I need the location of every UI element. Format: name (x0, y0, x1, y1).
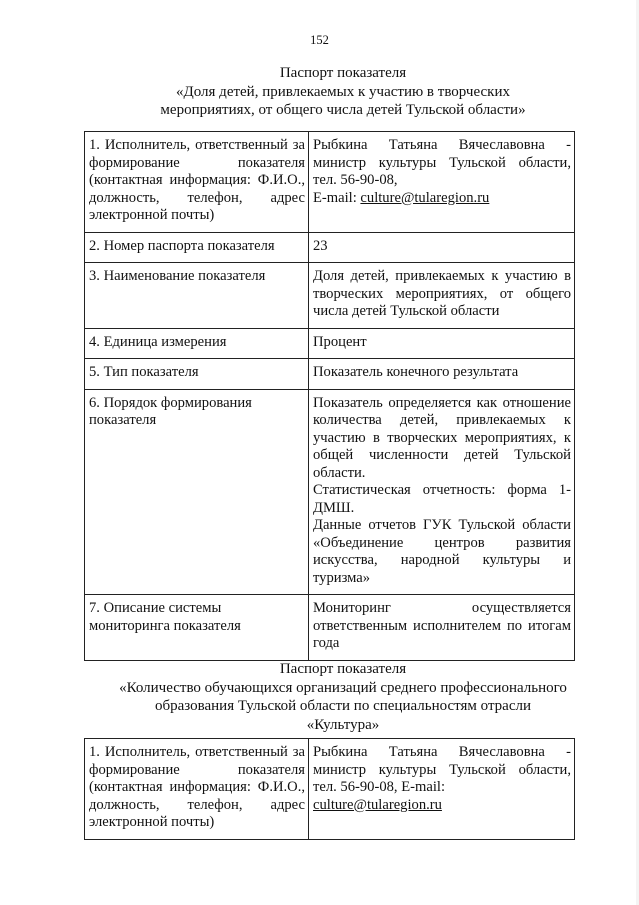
row-label: 4. Единица измерения (85, 328, 309, 359)
passport-title (78, 660, 608, 734)
row-label: 1. Исполнитель, ответственный за формирование показателя (контактная информация: Ф.И.О., должность, телефон, адрес электронной почты) (85, 132, 309, 233)
row-value (309, 739, 575, 840)
table-row (85, 389, 575, 595)
table-row (85, 328, 575, 359)
page-number: 152 (310, 33, 329, 47)
email-link[interactable]: culture@tularegion.ru (313, 796, 442, 813)
row-value: 23 (309, 232, 575, 263)
paragraph: Показатель определяется как отношение количества детей, привлекаемых к участию в творческих мероприятиях, к общей численности детей Тульской области. (313, 394, 571, 481)
row-value (309, 389, 575, 595)
executor-text: Рыбкина Татьяна Вячеславовна - министр культуры Тульской области, тел. 56-90-08, E-mail: (313, 744, 571, 795)
row-label: 2. Номер паспорта показателя (85, 232, 309, 263)
executor-text: Рыбкина Татьяна Вячеславовна - министр культуры Тульской области, тел. 56-90-08, (313, 137, 571, 188)
title-line: «Количество обучающихся организаций среднего профессионального (119, 679, 567, 696)
row-label: 1. Исполнитель, ответственный за формирование показателя (контактная информация: Ф.И.О., должность, телефон, адрес электронной почты) (85, 739, 309, 840)
title-line: «Культура» (306, 716, 380, 733)
email-prefix: E-mail: (313, 189, 361, 206)
table-row (85, 263, 575, 329)
passport-title (78, 64, 608, 120)
row-label: 7. Описание системы мониторинга показателя (85, 595, 309, 661)
title-line: «Доля детей, привлекаемых к участию в творческих (176, 83, 510, 100)
row-label: 6. Порядок формирования показателя (85, 389, 309, 595)
row-label: 5. Тип показателя (85, 359, 309, 390)
row-value: Доля детей, привлекаемых к участию в творческих мероприятиях, от общего числа детей Тульской области (309, 263, 575, 329)
table-row (85, 132, 575, 233)
table-row (85, 595, 575, 661)
paragraph: Данные отчетов ГУК Тульской области «Объединение центров развития искусства, народной культуры и туризма» (313, 517, 571, 586)
row-value: Показатель конечного результата (309, 359, 575, 390)
title-line: мероприятиях, от общего числа детей Тульской области» (160, 102, 526, 118)
title-heading: Паспорт показателя (279, 661, 407, 677)
table-row (85, 232, 575, 263)
row-label: 3. Наименование показателя (85, 263, 309, 329)
paragraph: Статистическая отчетность: форма 1-ДМШ. (313, 482, 571, 516)
passport-table (84, 738, 575, 840)
row-value: Процент (309, 328, 575, 359)
title-line: образования Тульской области по специальностям отрасли (154, 698, 532, 714)
row-value (309, 132, 575, 233)
title-heading: Паспорт показателя (279, 65, 407, 81)
email-link[interactable]: culture@tularegion.ru (360, 189, 490, 206)
table-row (85, 739, 575, 840)
table-row (85, 359, 575, 390)
row-value: Мониторинг осуществляется ответственным исполнителем по итогам года (309, 595, 575, 661)
passport-table (84, 131, 575, 661)
